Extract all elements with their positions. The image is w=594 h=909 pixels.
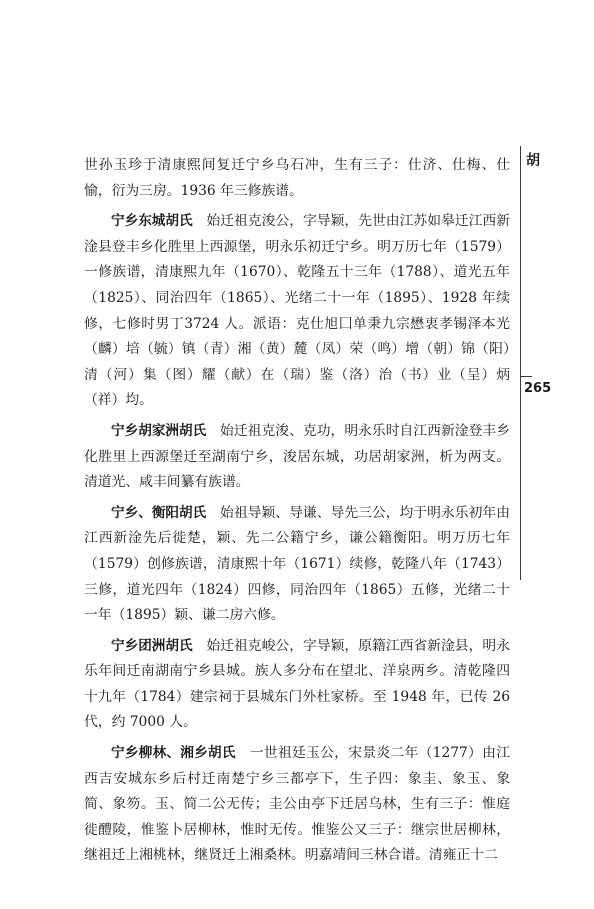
entry-text: 一世祖廷玉公，宋景炎二年（1277）由江西吉安城东乡后村迁南楚宁乡三都亭下，生子四：象圭、象玉、象简、象笏。玉、简二公无传；圭公由亭下迁居乌林，生有三子：惟庭徙醴陵，惟鉴卜居柳林，惟时无传。惟鉴公又三子：继宗世居柳林，继祖迁上湘桃林，继贤迁上湘桑林。明嘉靖间三林合谱。清雍正十二 — [84, 745, 510, 864]
entry-title: 宁乡东城胡氏 — [111, 213, 193, 230]
entry-text: 始迁祖克浚公，字导颖，先世由江苏如皋迁江西新淦县登丰乡化胜里上西源堡，明永乐初迁宁乡。明万历七年（1579）一修族谱，清康熙九年（1670）、乾隆五十三年（1788）、道光五年（1825）、同治四年（1865）、光绪二十一年（1895）、1928 年续修，七修时男丁3724 人。派语：克仕旭囗单秉九宗懋衷孝锡泽本光（麟）培（毓）镇（青）湘（黄）麓（凤）荣（鸣）增（朝）锦（阳）清（河）集（图）耀（献）在（瑞）鉴（洛）治（书）业（呈）炳（祥）均。 — [84, 213, 511, 409]
page-number: 265 — [524, 381, 552, 396]
paragraph-text: 世孙玉珍于清康熙间复迁宁乡乌石冲，生有三子：仕济、仕梅、仕愉，衍为三房。1936 年三修族谱。 — [84, 157, 510, 199]
entry-hujiazhou — [84, 419, 510, 496]
entry-text: 始迁祖克浚、克功，明永乐时自江西新淦登丰乡化胜里上西源堡迁至湖南宁乡，浚居东城，功居胡家洲，析为两支。清道光、咸丰间纂有族谱。 — [84, 422, 510, 491]
page-body — [84, 150, 510, 869]
margin-rule — [520, 146, 521, 580]
entry-title: 宁乡团洲胡氏 — [111, 637, 193, 654]
entry-dongcheng — [84, 209, 510, 414]
page-number-tick — [520, 376, 532, 377]
paragraph-continuation — [84, 153, 510, 204]
entry-text: 始迁祖克峻公，字导颖，原籍江西省新淦县，明永乐年间迁南湖南宁乡县城。族人多分布在望北、洋泉两乡。清乾隆四十九年（1784）建宗祠于县城东门外杜家桥。至 1948 年，已传 26 代，约 7000 人。 — [84, 637, 511, 731]
entry-title: 宁乡胡家洲胡氏 — [111, 422, 207, 439]
entry-title: 宁乡柳林、湘乡胡氏 — [111, 745, 236, 762]
running-head: 胡 — [526, 153, 540, 169]
entry-tuanzhou — [84, 634, 510, 736]
entry-title: 宁乡、衡阳胡氏 — [111, 504, 207, 521]
entry-liulin-xiangxiang — [84, 741, 510, 869]
entry-text: 始祖导颖、导谦、导先三公，均于明永乐初年由江西新淦先后徙楚，颖、先二公籍宁乡，谦公籍衡阳。明万历七年（1579）创修族谱，清康熙十年（1671）续修，乾隆八年（1743）三修，道光四年（1824）四修，同治四年（1865）五修，光绪二十一年（1895）颖、谦二房六修。 — [84, 504, 510, 624]
entry-hengyang — [84, 501, 510, 629]
